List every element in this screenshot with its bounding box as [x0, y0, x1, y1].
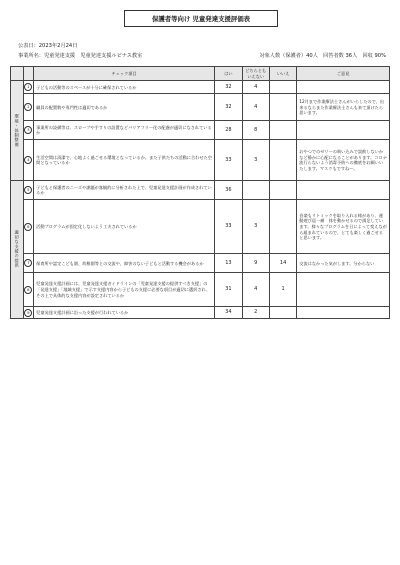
row-no [269, 181, 296, 200]
row-item: 生活空間は清潔で、心地よく過ごせる環境となっているか。また子供たちの活動に合わせた空間となっているか [34, 140, 215, 181]
section-label: 環境・体制整備 [14, 113, 20, 147]
section-support [11, 181, 24, 319]
row-no [269, 200, 296, 254]
row-yes: 33 [215, 140, 242, 181]
row-neither: 4 [242, 273, 269, 307]
header-number-blank [23, 67, 34, 81]
row-neither: 2 [242, 307, 269, 319]
row-opinion: 12月まで作業療法士さんがいらしたので、出来るならまた作業療法士さんも来て頂けたら思います。 [297, 94, 390, 121]
row-no [269, 94, 296, 121]
publish-date: 公表日：2023年2月24日 [18, 43, 78, 49]
table-row [11, 140, 390, 181]
section-environment [11, 81, 24, 181]
table-row [11, 94, 390, 121]
row-number: 5 [24, 186, 32, 194]
row-number: 9 [24, 309, 32, 317]
table-row [11, 307, 390, 319]
respondent-summary: 対象人数（保護者）40人 回答者数 36人 回収 90% [259, 53, 386, 59]
row-opinion: 音楽もリトミックを取り入れる様があり、運動遊び巡一緒 体を動かせるので満足しています。様々なプログラムを日によって変えながら組まれているので、とても楽しく過ごせると思います。 [297, 200, 390, 254]
document-title: 保護者等向け 児童発達支援評価表 [124, 10, 278, 27]
row-opinion [297, 81, 390, 94]
row-item: 子どもの活動等のスペースが十分に確保されているか [34, 81, 215, 94]
header-yes: はい [215, 67, 242, 81]
row-yes: 33 [215, 200, 242, 254]
row-yes: 13 [215, 254, 242, 273]
row-neither: 4 [242, 94, 269, 121]
table-row [11, 254, 390, 273]
row-yes: 36 [215, 181, 242, 200]
row-no [269, 307, 296, 319]
row-number: 6 [24, 223, 32, 231]
evaluation-table [10, 66, 390, 319]
row-no [269, 81, 296, 94]
header-no: いいえ [269, 67, 296, 81]
row-opinion: おやつでのゼリーの吸い込みで誤飲しないかなど静かに心配になることがあります。コロナ流行らないよう消毒予防への徹底をお願いいたします。マスクもですね〜。 [297, 140, 390, 181]
row-no [269, 140, 296, 181]
row-yes: 28 [215, 121, 242, 140]
row-no: 1 [269, 273, 296, 307]
row-neither: 4 [242, 81, 269, 94]
row-opinion [297, 181, 390, 200]
row-neither: 3 [242, 140, 269, 181]
table-row [11, 273, 390, 307]
header-opinion: ご意見 [297, 67, 390, 81]
table-row [11, 181, 390, 200]
row-no [269, 121, 296, 140]
row-item: 事業所の設備等は、スロープや手すりの設置などバリアフリー化の配慮が適切になされているか [34, 121, 215, 140]
header-check-item: チェック項目 [34, 67, 215, 81]
row-opinion: 交流はなかった気がします。分からない [297, 254, 390, 273]
row-neither: 9 [242, 254, 269, 273]
row-item: 児童発達支援計画には、児童発達支援ガイドラインの「児童発達支援の提供すべき支援」の「発達支援」「地域支援」で示す支援内容から子どもの支援に必要な項目が適切に選択され、その上で具体的な支援内容が設定されているか [34, 273, 215, 307]
table-row [11, 121, 390, 140]
row-number: 2 [24, 103, 32, 111]
row-yes: 32 [215, 94, 242, 121]
row-item: 職員の配置数や専門性は適切であるか [34, 94, 215, 121]
row-yes: 34 [215, 307, 242, 319]
row-yes: 32 [215, 81, 242, 94]
row-neither: 8 [242, 121, 269, 140]
row-number: 4 [24, 156, 32, 164]
table-row [11, 200, 390, 254]
header-section-blank [11, 67, 24, 81]
office-name: 事業所名：児童発達支援 児童発達支援ルピナス教室 [18, 53, 143, 59]
row-number: 8 [24, 286, 32, 294]
row-opinion [297, 307, 390, 319]
row-number: 3 [24, 126, 32, 134]
row-no: 14 [269, 254, 296, 273]
row-item: 活動プログラムが固定化しないよう工夫されているか [34, 200, 215, 254]
row-number: 1 [24, 83, 32, 91]
table-row [11, 81, 390, 94]
row-opinion [297, 121, 390, 140]
table-header-row [11, 67, 390, 81]
row-neither [242, 181, 269, 200]
row-item: 子どもと保護者のニーズや課題が客観的に分析された上で、児童発達支援計画が作成されているか [34, 181, 215, 200]
row-yes: 31 [215, 273, 242, 307]
row-item: 児童発達支援計画に沿った支援が行われているか [34, 307, 215, 319]
row-neither: 3 [242, 200, 269, 254]
row-number: 7 [24, 259, 32, 267]
row-item: 保育所や認定こども園、幼稚園等との交流や、障害のない子どもと活動する機会があるか [34, 254, 215, 273]
header-neither: どちらとも いえない [242, 67, 269, 81]
row-opinion [297, 273, 390, 307]
section-label: 適切な支援の提供 [14, 230, 20, 268]
